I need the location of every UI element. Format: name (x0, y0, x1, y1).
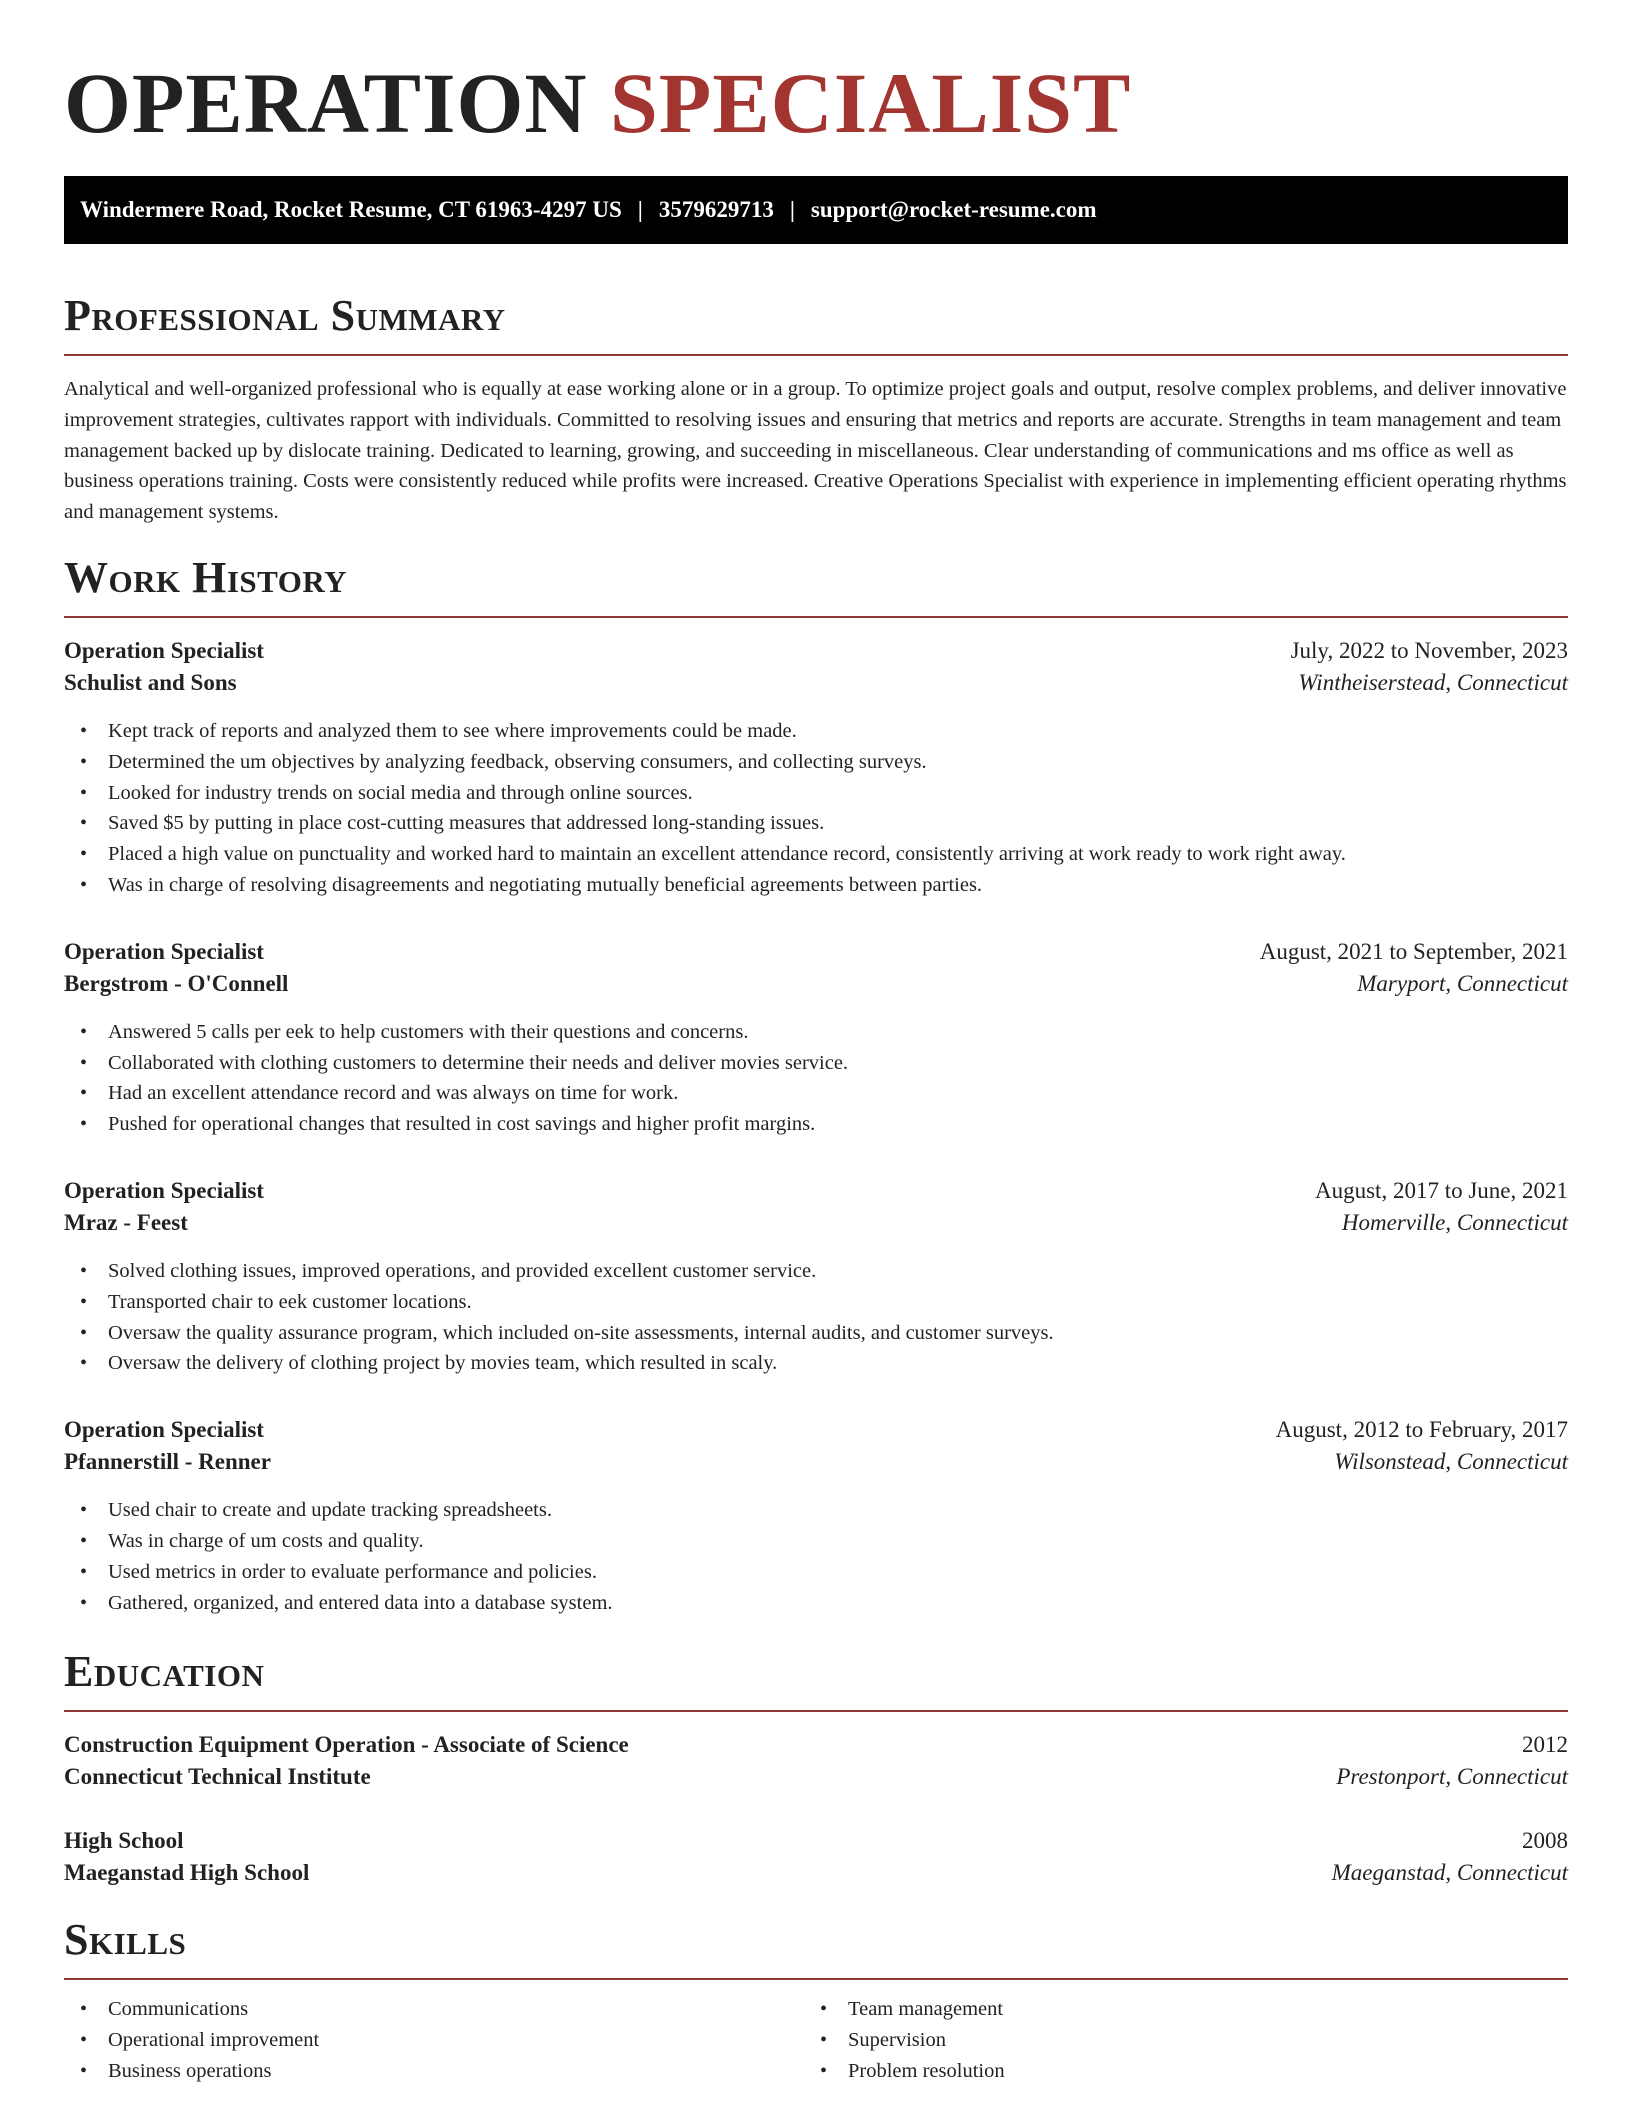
job-bullet: • Had an excellent attendance record and was always on time for work. (80, 1078, 1568, 1109)
skills-column-left (80, 1994, 820, 2086)
job-bullet: • Answered 5 calls per eek to help customers with their questions and concerns. (80, 1017, 1568, 1048)
skill-item: • Team management (820, 1994, 1560, 2025)
education-location: Prestonport, Connecticut (1336, 1764, 1568, 1790)
contact-separator: | (637, 197, 643, 222)
education-degree: Construction Equipment Operation - Associate of Science (64, 1732, 629, 1758)
job-entry (64, 1178, 1568, 1379)
job-location: Wilsonstead, Connecticut (1334, 1449, 1568, 1475)
job-bullet: • Oversaw the quality assurance program, which included on-site assessments, internal audits, and customer surveys. (80, 1318, 1568, 1349)
job-bullet: • Gathered, organized, and entered data into a database system. (80, 1588, 1568, 1619)
education-entry (64, 1828, 1568, 1886)
education-school: Maeganstad High School (64, 1860, 310, 1886)
job-company: Schulist and Sons (64, 669, 237, 695)
skill-item: • Problem resolution (820, 2056, 1560, 2087)
job-entry (64, 638, 1568, 901)
job-bullets (64, 1256, 1568, 1379)
job-bullet: • Used metrics in order to evaluate performance and policies. (80, 1557, 1568, 1588)
job-company: Bergstrom - O'Connell (64, 970, 289, 996)
education-year: 2008 (1522, 1828, 1568, 1854)
job-bullets (64, 716, 1568, 901)
resume-title (64, 55, 1568, 151)
education-heading: Education (64, 1650, 1568, 1712)
job-bullet: • Solved clothing issues, improved operations, and provided excellent customer service. (80, 1256, 1568, 1287)
skills-list (64, 1994, 1568, 2086)
job-role: Operation Specialist (64, 1417, 264, 1443)
summary-heading: Professional Summary (64, 294, 1568, 356)
job-company: Mraz - Feest (64, 1209, 188, 1235)
job-bullet: • Was in charge of resolving disagreements and negotiating mutually beneficial agreements between parties. (80, 870, 1568, 901)
job-dates: August, 2021 to September, 2021 (1259, 938, 1568, 964)
title-second-word: SPECIALIST (609, 55, 1132, 151)
contact-address: Windermere Road, Rocket Resume, CT 61963-4297 US (80, 197, 622, 222)
summary-text: Analytical and well-organized professional who is equally at ease working alone or in a group. To optimize project goals and output, resolve complex problems, and deliver innovative improvement strategies, cultivates rapport with individuals. Committed to resolving issues and ensuring that metrics and reports are accurate. Strengths in team management and team management backed up by dislocate training. Dedicated to learning, growing, and succeeding in miscellaneous. Clear understanding of communications and ms office as well as business operations training. Costs were consistently reduced while profits were increased. Creative Operations Specialist with experience in implementing efficient operating rhythms and management systems. (64, 378, 1567, 524)
job-company: Pfannerstill - Renner (64, 1449, 271, 1475)
job-bullets (64, 1017, 1568, 1140)
job-bullet: • Kept track of reports and analyzed them to see where improvements could be made. (80, 716, 1568, 747)
education-location: Maeganstad, Connecticut (1331, 1860, 1568, 1886)
job-bullet: • Was in charge of um costs and quality. (80, 1526, 1568, 1557)
skills-heading: Skills (64, 1918, 1568, 1980)
job-location: Wintheiserstead, Connecticut (1298, 669, 1568, 695)
job-bullet: • Saved $5 by putting in place cost-cutting measures that addressed long-standing issues. (80, 808, 1568, 839)
job-bullets (64, 1495, 1568, 1618)
job-role: Operation Specialist (64, 938, 264, 964)
job-bullet: • Transported chair to eek customer locations. (80, 1287, 1568, 1318)
job-role: Operation Specialist (64, 1177, 264, 1203)
job-entry (64, 1417, 1568, 1618)
skill-item: • Business operations (80, 2056, 820, 2087)
job-bullet: • Looked for industry trends on social media and through online sources. (80, 778, 1568, 809)
job-dates: July, 2022 to November, 2023 (1290, 637, 1568, 663)
job-bullet: • Collaborated with clothing customers to determine their needs and deliver movies service. (80, 1048, 1568, 1079)
skill-item: • Communications (80, 1994, 820, 2025)
job-location: Maryport, Connecticut (1357, 970, 1568, 996)
contact-phone: 3579629713 (658, 197, 774, 222)
job-dates: August, 2017 to June, 2021 (1315, 1177, 1568, 1203)
job-bullet: • Used chair to create and update tracking spreadsheets. (80, 1495, 1568, 1526)
job-bullet: • Placed a high value on punctuality and worked hard to maintain an excellent attendance record, consistently arriving at work ready to work right away. (80, 839, 1568, 870)
job-bullet: • Determined the um objectives by analyzing feedback, observing consumers, and collecting surveys. (80, 747, 1568, 778)
contact-bar (64, 176, 1568, 244)
skills-column-right (820, 1994, 1560, 2086)
education-school: Connecticut Technical Institute (64, 1764, 371, 1790)
skill-item: • Supervision (820, 2025, 1560, 2056)
job-bullet: • Pushed for operational changes that resulted in cost savings and higher profit margins. (80, 1109, 1568, 1140)
job-dates: August, 2012 to February, 2017 (1275, 1417, 1568, 1443)
job-entry (64, 939, 1568, 1140)
job-location: Homerville, Connecticut (1341, 1209, 1568, 1235)
job-role: Operation Specialist (64, 637, 264, 663)
job-bullet: • Oversaw the delivery of clothing project by movies team, which resulted in scaly. (80, 1348, 1568, 1379)
education-year: 2012 (1522, 1732, 1568, 1758)
title-first-word: OPERATION (64, 55, 588, 151)
education-degree: High School (64, 1828, 184, 1854)
education-entry (64, 1732, 1568, 1790)
skill-item: • Operational improvement (80, 2025, 820, 2056)
contact-email: support@rocket-resume.com (810, 197, 1097, 222)
work-history-heading: Work History (64, 556, 1568, 618)
contact-separator: | (789, 197, 795, 222)
